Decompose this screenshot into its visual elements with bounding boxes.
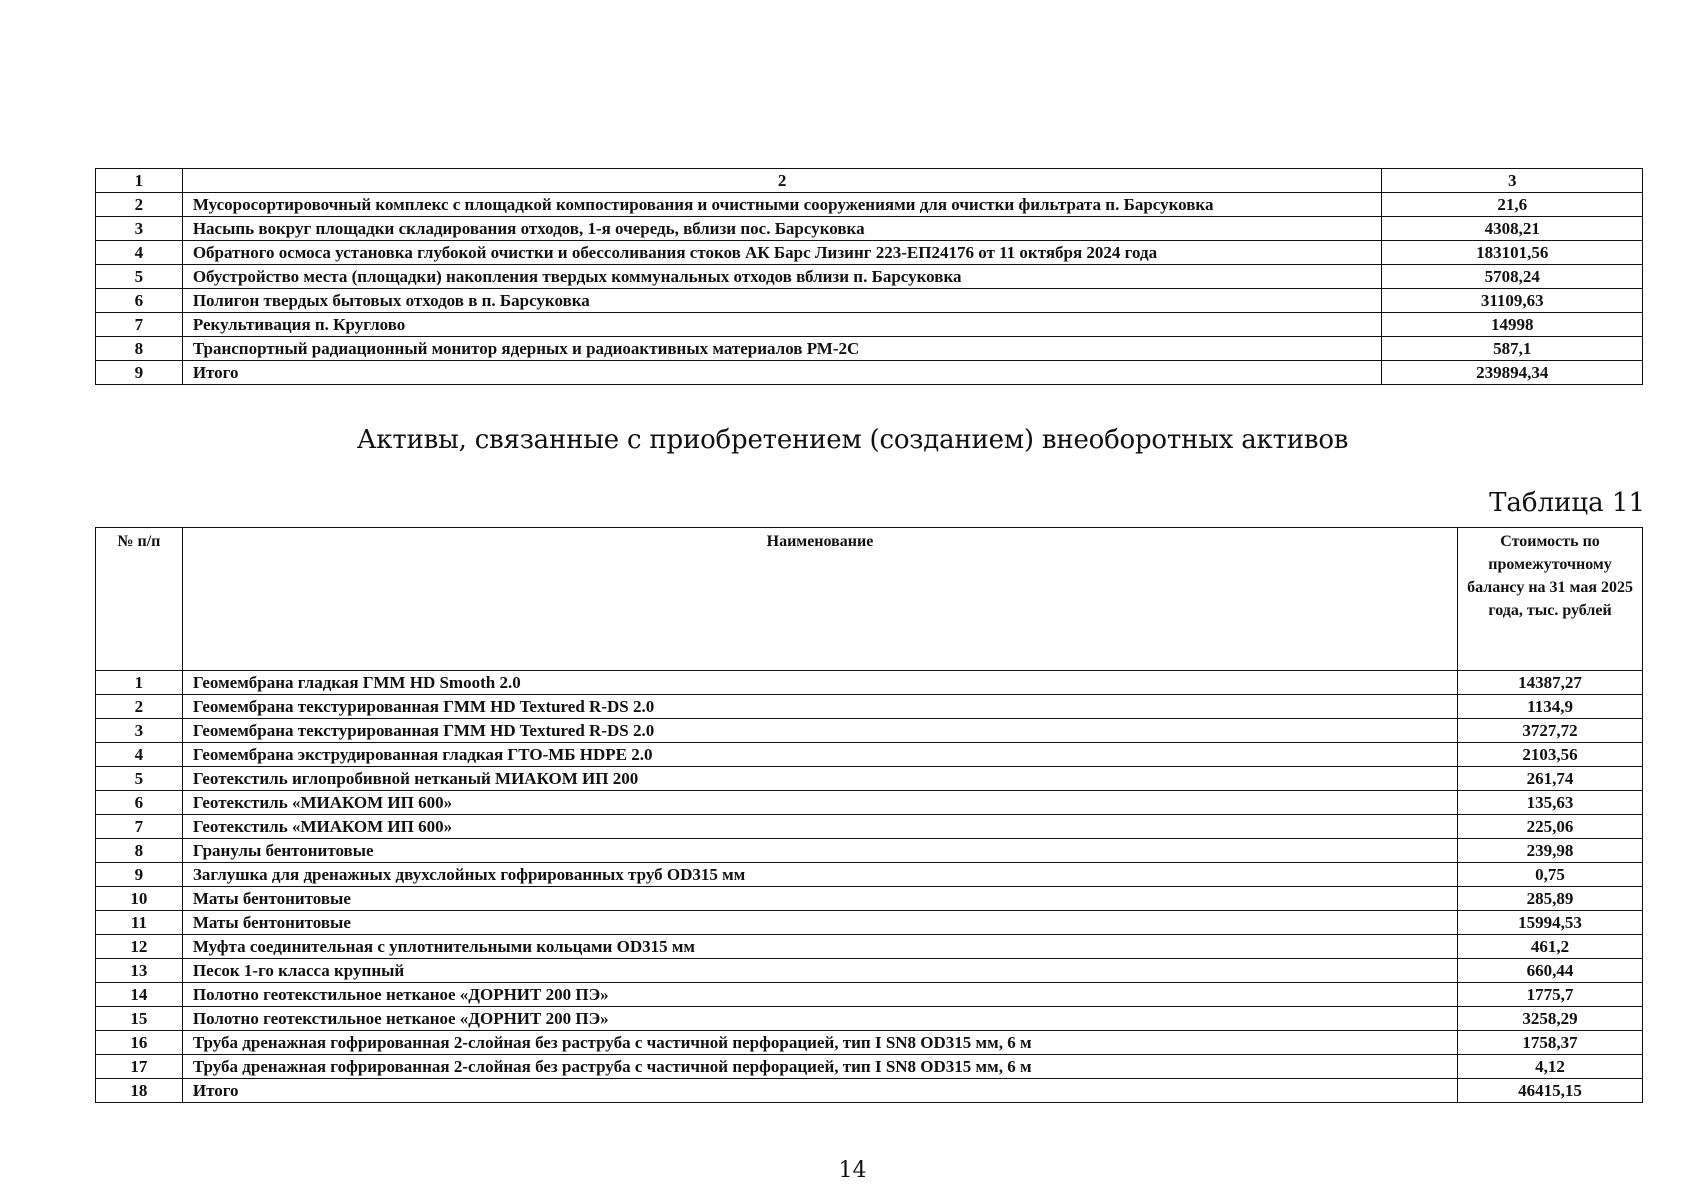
row-value: 14387,27	[1458, 671, 1643, 695]
row-value: 21,6	[1382, 193, 1643, 217]
page-number: 14	[838, 1158, 867, 1183]
table-row	[96, 265, 1643, 289]
row-number: 4	[96, 241, 183, 265]
row-value: 0,75	[1458, 863, 1643, 887]
row-name: Труба дренажная гофрированная 2-слойная без раструба с частичной перфорацией, тип I SN8 OD315 мм, 6 м	[182, 1031, 1457, 1055]
row-value: 31109,63	[1382, 289, 1643, 313]
row-value: 239894,34	[1382, 361, 1643, 385]
row-name: Транспортный радиационный монитор ядерных и радиоактивных материалов РМ-2С	[182, 337, 1382, 361]
row-number: 8	[96, 337, 183, 361]
table-11-body	[96, 528, 1643, 1103]
row-value: 225,06	[1458, 815, 1643, 839]
header-name: Наименование	[182, 528, 1457, 671]
table-label: Таблица 11	[1489, 488, 1645, 518]
row-name: Геотекстиль «МИАКОМ ИП 600»	[182, 815, 1457, 839]
header-number: № п/п	[96, 528, 183, 671]
row-number: 2	[96, 193, 183, 217]
row-number: 9	[96, 361, 183, 385]
row-name: Полигон твердых бытовых отходов в п. Барсуковка	[182, 289, 1382, 313]
table-row	[96, 289, 1643, 313]
section-title: Активы, связанные с приобретением (созданием) внеоборотных активов	[356, 425, 1349, 455]
continued-table-body	[96, 169, 1643, 385]
table-row	[96, 1007, 1643, 1031]
row-value: 1134,9	[1458, 695, 1643, 719]
table-row	[96, 983, 1643, 1007]
table-row	[96, 695, 1643, 719]
row-name: Обратного осмоса установка глубокой очистки и обессоливания стоков АК Барс Лизинг 223-ЕП24176 от 11 октября 2024 года	[182, 241, 1382, 265]
row-number: 8	[96, 839, 183, 863]
row-value: 4308,21	[1382, 217, 1643, 241]
row-number: 15	[96, 1007, 183, 1031]
table-row	[96, 671, 1643, 695]
table-row	[96, 911, 1643, 935]
row-name: Маты бентонитовые	[182, 911, 1457, 935]
table-row	[96, 791, 1643, 815]
row-value: 183101,56	[1382, 241, 1643, 265]
row-number: 3	[96, 217, 183, 241]
table-header-row	[96, 169, 1643, 193]
table-row	[96, 959, 1643, 983]
row-value: 239,98	[1458, 839, 1643, 863]
row-number: 9	[96, 863, 183, 887]
row-value: 261,74	[1458, 767, 1643, 791]
table-row	[96, 1079, 1643, 1103]
table-row	[96, 863, 1643, 887]
row-number: 18	[96, 1079, 183, 1103]
row-number: 7	[96, 815, 183, 839]
row-value: 46415,15	[1458, 1079, 1643, 1103]
row-number: 4	[96, 743, 183, 767]
row-number: 1	[96, 671, 183, 695]
row-name: Геотекстиль иглопробивной нетканый МИАКОМ ИП 200	[182, 767, 1457, 791]
row-value: 4,12	[1458, 1055, 1643, 1079]
row-value: 3258,29	[1458, 1007, 1643, 1031]
row-name: Труба дренажная гофрированная 2-слойная без раструба с частичной перфорацией, тип I SN8 OD315 мм, 6 м	[182, 1055, 1457, 1079]
row-name: Полотно геотекстильное нетканое «ДОРНИТ 200 ПЭ»	[182, 1007, 1457, 1031]
row-name: Песок 1-го класса крупный	[182, 959, 1457, 983]
row-value: 587,1	[1382, 337, 1643, 361]
row-number: 6	[96, 791, 183, 815]
row-value: 461,2	[1458, 935, 1643, 959]
row-number: 11	[96, 911, 183, 935]
row-name: Насыпь вокруг площадки складирования отходов, 1-я очередь, вблизи пос. Барсуковка	[182, 217, 1382, 241]
row-number: 2	[96, 695, 183, 719]
table-row	[96, 1031, 1643, 1055]
row-number: 10	[96, 887, 183, 911]
row-value: 15994,53	[1458, 911, 1643, 935]
row-value: 135,63	[1458, 791, 1643, 815]
row-number: 14	[96, 983, 183, 1007]
row-name: Мусоросортировочный комплекс с площадкой компостирования и очистными сооружениями для очистки фильтрата п. Барсуковка	[182, 193, 1382, 217]
row-value: 285,89	[1458, 887, 1643, 911]
row-name: Рекультивация п. Круглово	[182, 313, 1382, 337]
row-number: 12	[96, 935, 183, 959]
table-row	[96, 839, 1643, 863]
header-value: Стоимость по промежуточному балансу на 31 мая 2025 года, тыс. рублей	[1458, 528, 1643, 671]
row-name: Заглушка для дренажных двухслойных гофрированных труб OD315 мм	[182, 863, 1457, 887]
table-row	[96, 361, 1643, 385]
row-name: Муфта соединительная с уплотнительными кольцами OD315 мм	[182, 935, 1457, 959]
row-value: 14998	[1382, 313, 1643, 337]
header-col-2: 2	[182, 169, 1382, 193]
row-value: 5708,24	[1382, 265, 1643, 289]
row-number: 16	[96, 1031, 183, 1055]
row-name: Геотекстиль «МИАКОМ ИП 600»	[182, 791, 1457, 815]
table-row	[96, 217, 1643, 241]
row-name: Обустройство места (площадки) накопления твердых коммунальных отходов вблизи п. Барсуковка	[182, 265, 1382, 289]
table-row	[96, 241, 1643, 265]
row-name: Геомембрана текстурированная ГММ HD Textured R-DS 2.0	[182, 719, 1457, 743]
row-name: Маты бентонитовые	[182, 887, 1457, 911]
row-number: 5	[96, 265, 183, 289]
row-name: Полотно геотекстильное нетканое «ДОРНИТ 200 ПЭ»	[182, 983, 1457, 1007]
table-row	[96, 193, 1643, 217]
table-11	[95, 527, 1643, 1103]
row-value: 1758,37	[1458, 1031, 1643, 1055]
row-number: 7	[96, 313, 183, 337]
table-row	[96, 313, 1643, 337]
row-name: Геомембрана текстурированная ГММ HD Textured R-DS 2.0	[182, 695, 1457, 719]
row-value: 2103,56	[1458, 743, 1643, 767]
table-header-row	[96, 528, 1643, 671]
table-row	[96, 767, 1643, 791]
row-number: 13	[96, 959, 183, 983]
header-col-1: 1	[96, 169, 183, 193]
row-value: 3727,72	[1458, 719, 1643, 743]
table-row	[96, 815, 1643, 839]
row-name: Геомембрана гладкая ГММ HD Smooth 2.0	[182, 671, 1457, 695]
table-row	[96, 743, 1643, 767]
continued-table	[95, 168, 1643, 385]
row-value: 660,44	[1458, 959, 1643, 983]
row-number: 6	[96, 289, 183, 313]
table-row	[96, 887, 1643, 911]
row-number: 3	[96, 719, 183, 743]
row-name: Гранулы бентонитовые	[182, 839, 1457, 863]
row-name: Итого	[182, 361, 1382, 385]
header-col-3: 3	[1382, 169, 1643, 193]
row-name: Геомембрана экструдированная гладкая ГТО-МБ HDPE 2.0	[182, 743, 1457, 767]
row-number: 5	[96, 767, 183, 791]
table-row	[96, 1055, 1643, 1079]
row-value: 1775,7	[1458, 983, 1643, 1007]
table-row	[96, 337, 1643, 361]
table-row	[96, 719, 1643, 743]
table-row	[96, 935, 1643, 959]
row-name: Итого	[182, 1079, 1457, 1103]
row-number: 17	[96, 1055, 183, 1079]
